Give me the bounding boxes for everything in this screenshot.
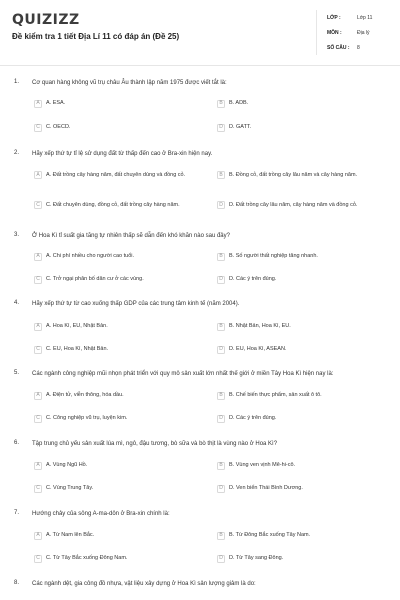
option-b[interactable]	[217, 96, 369, 111]
option-text: A. Vùng Ngũ Hồ.	[46, 462, 88, 468]
option-a[interactable]	[34, 96, 186, 111]
option-c[interactable]	[34, 551, 186, 566]
option-text: A. Chi phí nhiều cho người cao tuổi.	[46, 253, 135, 259]
option-c[interactable]	[34, 411, 186, 426]
meta-value: Địa lý	[357, 29, 370, 36]
meta-row-subject	[327, 25, 390, 40]
question-text: Các ngành công nghiệp mũi nhọn phát triển với quy mô sản xuất lớn nhất thế giới ở miền Tây Hoa Kì hiện nay là:	[32, 371, 334, 377]
option-letter: B	[217, 100, 225, 108]
question-text: Ở Hoa Kì tỉ suất gia tăng tự nhiên thấp sẽ dẫn đến khó khăn nào sau đây?	[32, 233, 230, 239]
option-a[interactable]	[34, 528, 186, 543]
option-d[interactable]	[217, 272, 369, 287]
option-d[interactable]	[217, 342, 369, 357]
question-text: Cơ quan hàng không vũ trụ châu Âu thành lập năm 1975 được viết tắt là:	[32, 80, 227, 86]
option-c[interactable]	[34, 481, 186, 496]
option-a[interactable]	[34, 458, 186, 473]
option-letter: C	[34, 276, 42, 284]
option-text: D. GATT.	[229, 124, 252, 130]
option-text: D. Đất trồng cây lâu năm, cây hàng năm và đồng cỏ.	[229, 201, 358, 208]
option-text: C. Công nghiệp vũ trụ, luyện kim.	[46, 415, 128, 421]
question-number: 7.	[14, 510, 20, 516]
option-text: D. EU, Hoa Kì, ASEAN.	[229, 346, 287, 352]
meta-key: MÔN :	[327, 29, 342, 36]
option-text: A. ESA.	[46, 100, 66, 106]
option-letter: A	[34, 462, 42, 470]
option-letter: D	[217, 485, 225, 493]
option-letter: C	[34, 124, 42, 132]
option-b[interactable]	[217, 528, 369, 543]
option-text: C. Trở ngại phân bố dân cư ở các vùng.	[46, 276, 144, 282]
option-text: B. Đồng cỏ, đất trồng cây lâu năm và cây hàng năm.	[229, 171, 358, 178]
option-d[interactable]	[217, 411, 369, 426]
meta-row-class	[327, 10, 390, 25]
option-c[interactable]	[34, 120, 186, 135]
option-letter: B	[217, 392, 225, 400]
option-letter: B	[217, 462, 225, 470]
option-text: B. Nhật Bản, Hoa Kì, EU.	[229, 323, 291, 329]
option-c[interactable]	[34, 194, 186, 216]
option-letter: D	[217, 415, 225, 423]
option-b[interactable]	[217, 319, 369, 334]
option-letter: A	[34, 253, 42, 261]
option-d[interactable]	[217, 481, 369, 496]
option-c[interactable]	[34, 342, 186, 357]
meta-key: SỐ CÂU :	[327, 44, 350, 51]
option-b[interactable]	[217, 164, 369, 186]
meta-key: LỚP :	[327, 14, 341, 21]
option-text: C. Đất chuyên dùng, đồng cỏ, đất trồng cây hàng năm.	[46, 201, 180, 208]
question-number: 2.	[14, 150, 20, 156]
option-text: C. OECD.	[46, 124, 71, 130]
option-letter: A	[34, 392, 42, 400]
question-number: 5.	[14, 370, 20, 376]
option-text: A. Đất trồng cây hàng năm, đất chuyên dùng và đồng cỏ.	[46, 171, 186, 178]
option-letter: A	[34, 100, 42, 108]
option-letter: A	[34, 532, 42, 540]
quizizz-logo: QUIZIZZ	[12, 12, 80, 28]
option-letter: C	[34, 485, 42, 493]
option-letter: D	[217, 201, 225, 209]
option-letter: D	[217, 276, 225, 284]
worksheet-header	[0, 0, 400, 66]
option-text: D. Các ý trên đúng.	[229, 415, 277, 421]
option-letter: D	[217, 555, 225, 563]
question-text: Hãy xếp thứ tự tỉ lệ sử dụng đất từ thấp đến cao ở Bra-xin hiện nay.	[32, 151, 213, 157]
option-a[interactable]	[34, 164, 186, 186]
question-number: 1.	[14, 79, 20, 85]
option-text: D. Từ Tây sang Đông.	[229, 555, 284, 561]
option-letter: A	[34, 323, 42, 331]
question-number: 3.	[14, 232, 20, 238]
option-letter: A	[34, 171, 42, 179]
option-text: B. Vùng ven vịnh Mê-hi-cô.	[229, 462, 296, 468]
option-letter: C	[34, 415, 42, 423]
option-letter: C	[34, 346, 42, 354]
option-b[interactable]	[217, 249, 369, 264]
option-text: A. Từ Nam lên Bắc.	[46, 532, 95, 538]
option-b[interactable]	[217, 458, 369, 473]
option-letter: B	[217, 323, 225, 331]
option-d[interactable]	[217, 194, 369, 216]
option-text: C. Vùng Trung Tây.	[46, 485, 94, 491]
question-text: Hướng chảy của sông A-ma-dôn ở Bra-xin chính là:	[32, 511, 170, 517]
option-text: A. Hoa Kì, EU, Nhật Bản.	[46, 323, 108, 329]
option-letter: D	[217, 346, 225, 354]
option-text: D. Ven biển Thái Bình Dương.	[229, 485, 303, 491]
option-letter: D	[217, 124, 225, 132]
option-letter: C	[34, 201, 42, 209]
option-text: B. Chế biến thực phẩm, sản xuất ô tô.	[229, 392, 322, 398]
question-text: Tập trung chủ yếu sản xuất lúa mì, ngô, đậu tương, bò sữa và bò thịt là vùng nào ở Hoa Kì?	[32, 441, 278, 447]
option-letter: C	[34, 555, 42, 563]
option-letter: B	[217, 532, 225, 540]
question-number: 8.	[14, 580, 20, 586]
meta-value: Lớp 11	[357, 14, 373, 21]
option-text: C. EU, Hoa Kì, Nhật Bản.	[46, 346, 109, 352]
option-letter: B	[217, 171, 225, 179]
meta-panel	[316, 10, 390, 55]
option-a[interactable]	[34, 319, 186, 334]
option-text: A. Điện tử, viễn thông, hóa dầu.	[46, 392, 124, 398]
option-letter: B	[217, 253, 225, 261]
option-text: B. Số người thất nghiệp tăng nhanh.	[229, 253, 318, 259]
option-b[interactable]	[217, 388, 369, 403]
option-a[interactable]	[34, 388, 186, 403]
question-number: 6.	[14, 440, 20, 446]
option-c[interactable]	[34, 272, 186, 287]
meta-row-count	[327, 40, 390, 55]
option-text: C. Từ Tây Bắc xuống Đông Nam.	[46, 555, 128, 561]
meta-value: 8	[357, 44, 360, 51]
question-text: Các ngành dệt, gia công đồ nhựa, vật liệu xây dựng ở Hoa Kì sản lượng giảm là do:	[32, 581, 256, 587]
option-text: D. Các ý trên đúng.	[229, 276, 277, 282]
document-title: Đề kiểm tra 1 tiết Địa Lí 11 có đáp án (Đề 25)	[12, 32, 180, 41]
option-d[interactable]	[217, 120, 369, 135]
question-number: 4.	[14, 300, 20, 306]
option-a[interactable]	[34, 249, 186, 264]
option-text: B. ADB.	[229, 100, 249, 106]
option-text: B. Từ Đông Bắc xuống Tây Nam.	[229, 532, 311, 538]
question-text: Hãy xếp thứ tự từ cao xuống thấp GDP của các trung tâm kinh tế (năm 2004).	[32, 301, 240, 307]
option-d[interactable]	[217, 551, 369, 566]
